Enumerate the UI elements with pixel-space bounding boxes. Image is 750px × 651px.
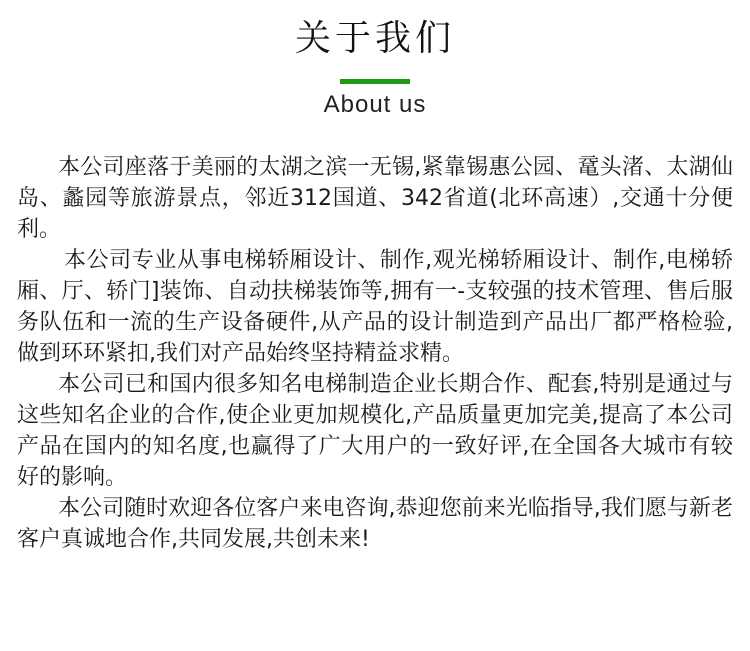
intro-paragraph-business: 本公司专业从事电梯轿厢设计、制作,观光梯轿厢设计、制作,电梯轿厢、厅、轿门]装饰、自动扶梯装饰等,拥有一-支较强的技术管理、售后服务队伍和一流的生产设备硬件,从产品的设计制造到产品出厂都严格检验,做到环环紧扣,我们对产品始终坚持精益求精。 [17, 248, 733, 366]
title-underline [340, 79, 410, 84]
page-subtitle: About us [323, 91, 427, 118]
page-title: 关于我们 [294, 18, 455, 59]
intro-paragraph-welcome: 本公司随时欢迎各位客户来电咨询,恭迎您前来光临指导,我们愿与新老客户真诚地合作,共同发展,共创未来! [17, 496, 733, 552]
intro-paragraph-location: 本公司座落于美丽的太湖之滨一无锡,紧靠锡惠公园、鼋头渚、太湖仙岛、蠡园等旅游景点，邻近312国道、342省道(北环高速）,交通十分便利。 [17, 155, 733, 242]
company-intro [17, 152, 733, 555]
intro-paragraph-partners: 本公司已和国内很多知名电梯制造企业长期合作、配套,特别是通过与这些知名企业的合作,使企业更加规模化,产品质量更加完美,提高了本公司产品在国内的知名度,也赢得了广大用户的一致好评,在全国各大城市有较好的影响。 [17, 372, 733, 490]
